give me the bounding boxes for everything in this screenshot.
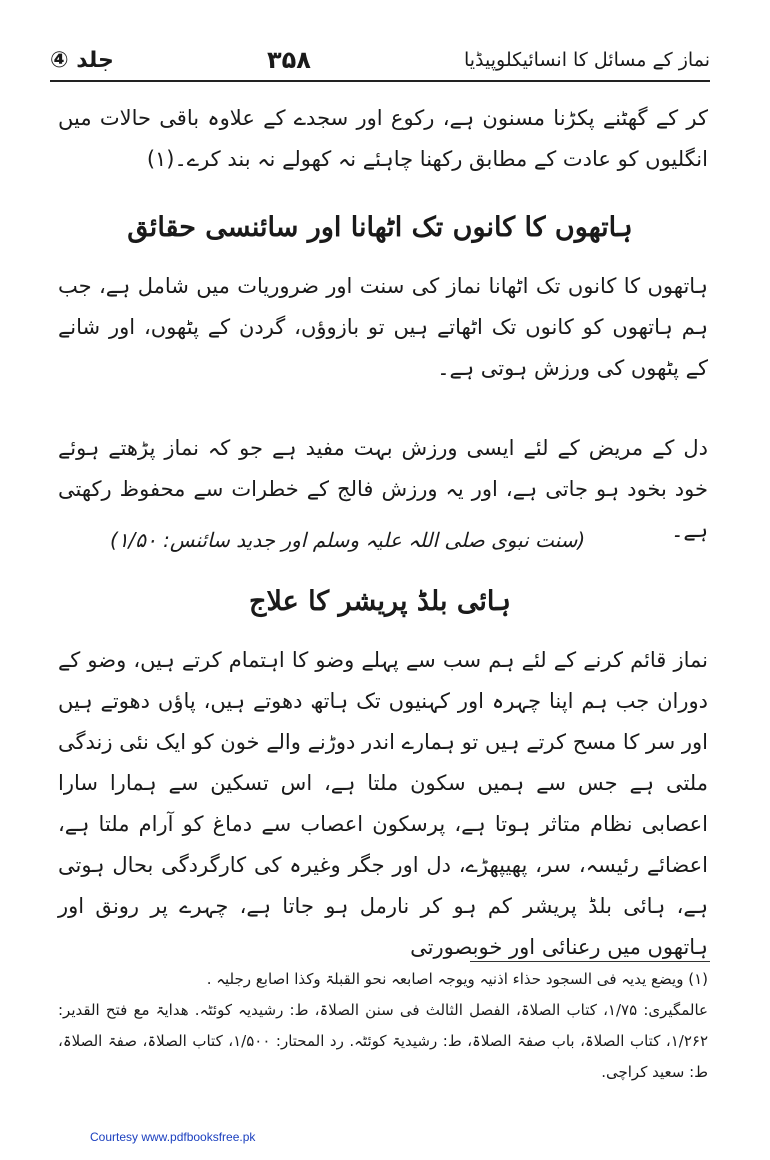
footnote-arabic: (۱) ویضع یدیہ فی السجود حذاء اذنیہ ویوجہ اصابعہ نحو القبلۃ وکذا اصابع رجلیہ . bbox=[206, 970, 708, 988]
paragraph-hands-raising: ہاتھوں کا کانوں تک اٹھانا نماز کی سنت اور ضروریات میں شامل ہے، جب ہم ہاتھوں کو کانوں تک اٹھاتے ہیں تو بازوؤں، گردن کے پٹھوں، اور شانے کے پٹھوں کی ورزش ہوتی ہے۔ bbox=[58, 274, 708, 380]
footnote-references: عالمگیری: ۱/۷۵، کتاب الصلاۃ، الفصل الثالث فی سنن الصلاۃ، ط: رشیدیہ کوئٹہ. ھدایۃ مع فتح القدیر: ۱/۲۶۲، کتاب الصلاۃ، باب صفۃ الصلاۃ، ط: رشیدیۃ کوئٹہ. رد المحتار: ۱/۵۰۰، کتاب الصلاۃ، صفۃ الصلاۃ، ط: سعید کراچی. bbox=[58, 1001, 708, 1081]
page-number: ۳۵۸ bbox=[266, 46, 311, 74]
volume-label: جلد ④ bbox=[50, 47, 114, 73]
section-heading-blood-pressure: ہائی بلڈ پریشر کا علاج bbox=[249, 586, 511, 617]
courtesy-link[interactable]: Courtesy www.pdfbooksfree.pk bbox=[90, 1130, 256, 1144]
source-reference: (سنت نبوی صلی اللہ علیہ وسلم اور جدید سائنس: ۱/۵۰) bbox=[110, 528, 586, 552]
book-title: نماز کے مسائل کا انسائیکلوپیڈیا bbox=[463, 49, 710, 71]
page-header bbox=[50, 40, 710, 82]
footnote-divider bbox=[470, 961, 710, 962]
paragraph-continuation: کر کے گھٹنے پکڑنا مسنون ہے، رکوع اور سجدے کے علاوہ باقی حالات میں انگلیوں کو عادت کے مطابق رکھنا چاہئے نہ کھولے نہ بند کرے۔(۱) bbox=[58, 106, 708, 171]
paragraph-blood-pressure: نماز قائم کرنے کے لئے ہم سب سے پہلے وضو کا اہتمام کرتے ہیں، وضو کے دوران جب ہم اپنا چہرہ اور کہنیوں تک ہاتھ دھوتے ہیں، پاؤں دھوتے ہیں اور سر کا مسح کرتے ہیں تو ہمارے اندر دوڑنے والے خون کو ایک نئی زندگی ملتی ہے جس سے ہمیں سکون ملتا ہے، اس تسکین سے ہمارا سارا اعصابی نظام متاثر ہوتا ہے، پرسکون اعصاب سے دماغ کو آرام ملتا ہے، اعضائے رئیسہ، سر، پھیپھڑے، دل اور جگر وغیرہ کی کارگردگی بحال ہوتی ہے، ہائی بلڈ پریشر کم ہو کر نارمل ہو جاتا ہے، چہرے پر رونق اور ہاتھوں میں رعنائی اور خوبصورتی bbox=[58, 648, 708, 959]
section-heading-hands-raising: ہاتھوں کا کانوں تک اٹھانا اور سائنسی حقائق bbox=[127, 212, 633, 243]
paragraph-heart-patients: دل کے مریض کے لئے ایسی ورزش بہت مفید ہے جو کہ نماز پڑھتے ہوئے خود بخود ہو جاتی ہے، اور یہ ورزش فالج کے خطرات سے محفوظ رکھتی ہے۔ bbox=[58, 436, 708, 542]
